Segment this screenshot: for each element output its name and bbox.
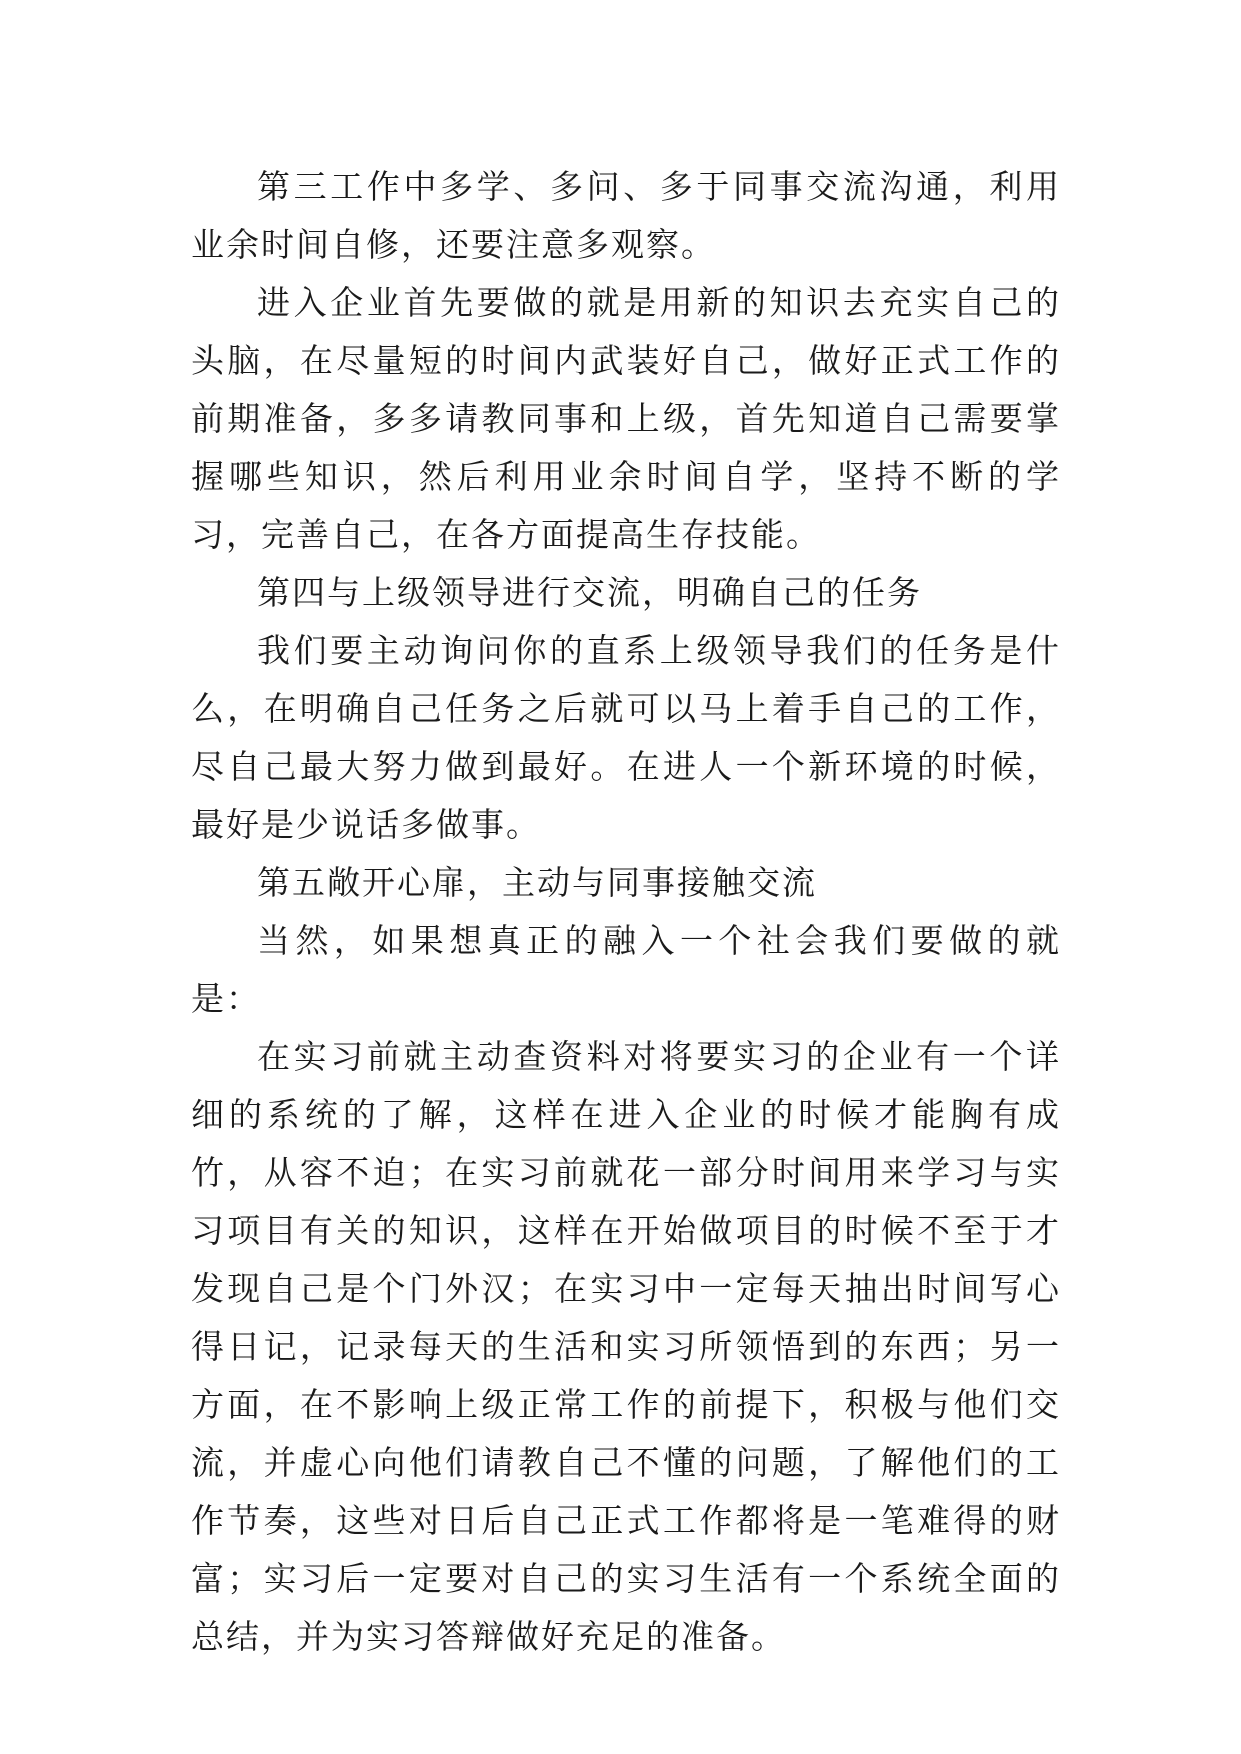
paragraph-ask-supervisor: 我们要主动询问你的直系上级领导我们的任务是什么，在明确自己任务之后就可以马上着手自己的工作，尽自己最大努力做到最好。在进人一个新环境的时候，最好是少说话多做事。	[191, 631, 1061, 844]
paragraph-integration-intro: 当然，如果想真正的融入一个社会我们要做的就是：	[191, 921, 1061, 1018]
paragraph-internship-advice: 在实习前就主动查资料对将要实习的企业有一个详细的系统的了解，这样在进入企业的时候才能胸有成竹，从容不迫；在实习前就花一部分时间用来学习与实习项目有关的知识，这样在开始做项目的时候不至于才发现自己是个门外汉；在实习中一定每天抽出时间写心得日记，记录每天的生活和实习所领悟到的东西；另一方面，在不影响上级正常工作的前提下，积极与他们交流，并虚心向他们请教自己不懂的问题，了解他们的工作节奏，这些对日后自己正式工作都将是一笔难得的财富；实习后一定要对自己的实习生活有一个系统全面的总结，并为实习答辩做好充足的准备。	[191, 1037, 1061, 1656]
document-body	[191, 158, 1061, 1666]
paragraph-self-study: 进入企业首先要做的就是用新的知识去充实自己的头脑，在尽量短的时间内武装好自己，做好正式工作的前期准备，多多请教同事和上级，首先知道自己需要掌握哪些知识，然后利用业余时间自学，坚持不断的学习，完善自己，在各方面提高生存技能。	[191, 283, 1061, 554]
paragraph-tip-five: 第五敞开心扉，主动与同事接触交流	[257, 863, 817, 902]
paragraph-tip-three: 第三工作中多学、多问、多于同事交流沟通，利用业余时间自修，还要注意多观察。	[191, 167, 1061, 264]
paragraph-tip-four: 第四与上级领导进行交流，明确自己的任务	[257, 573, 922, 612]
